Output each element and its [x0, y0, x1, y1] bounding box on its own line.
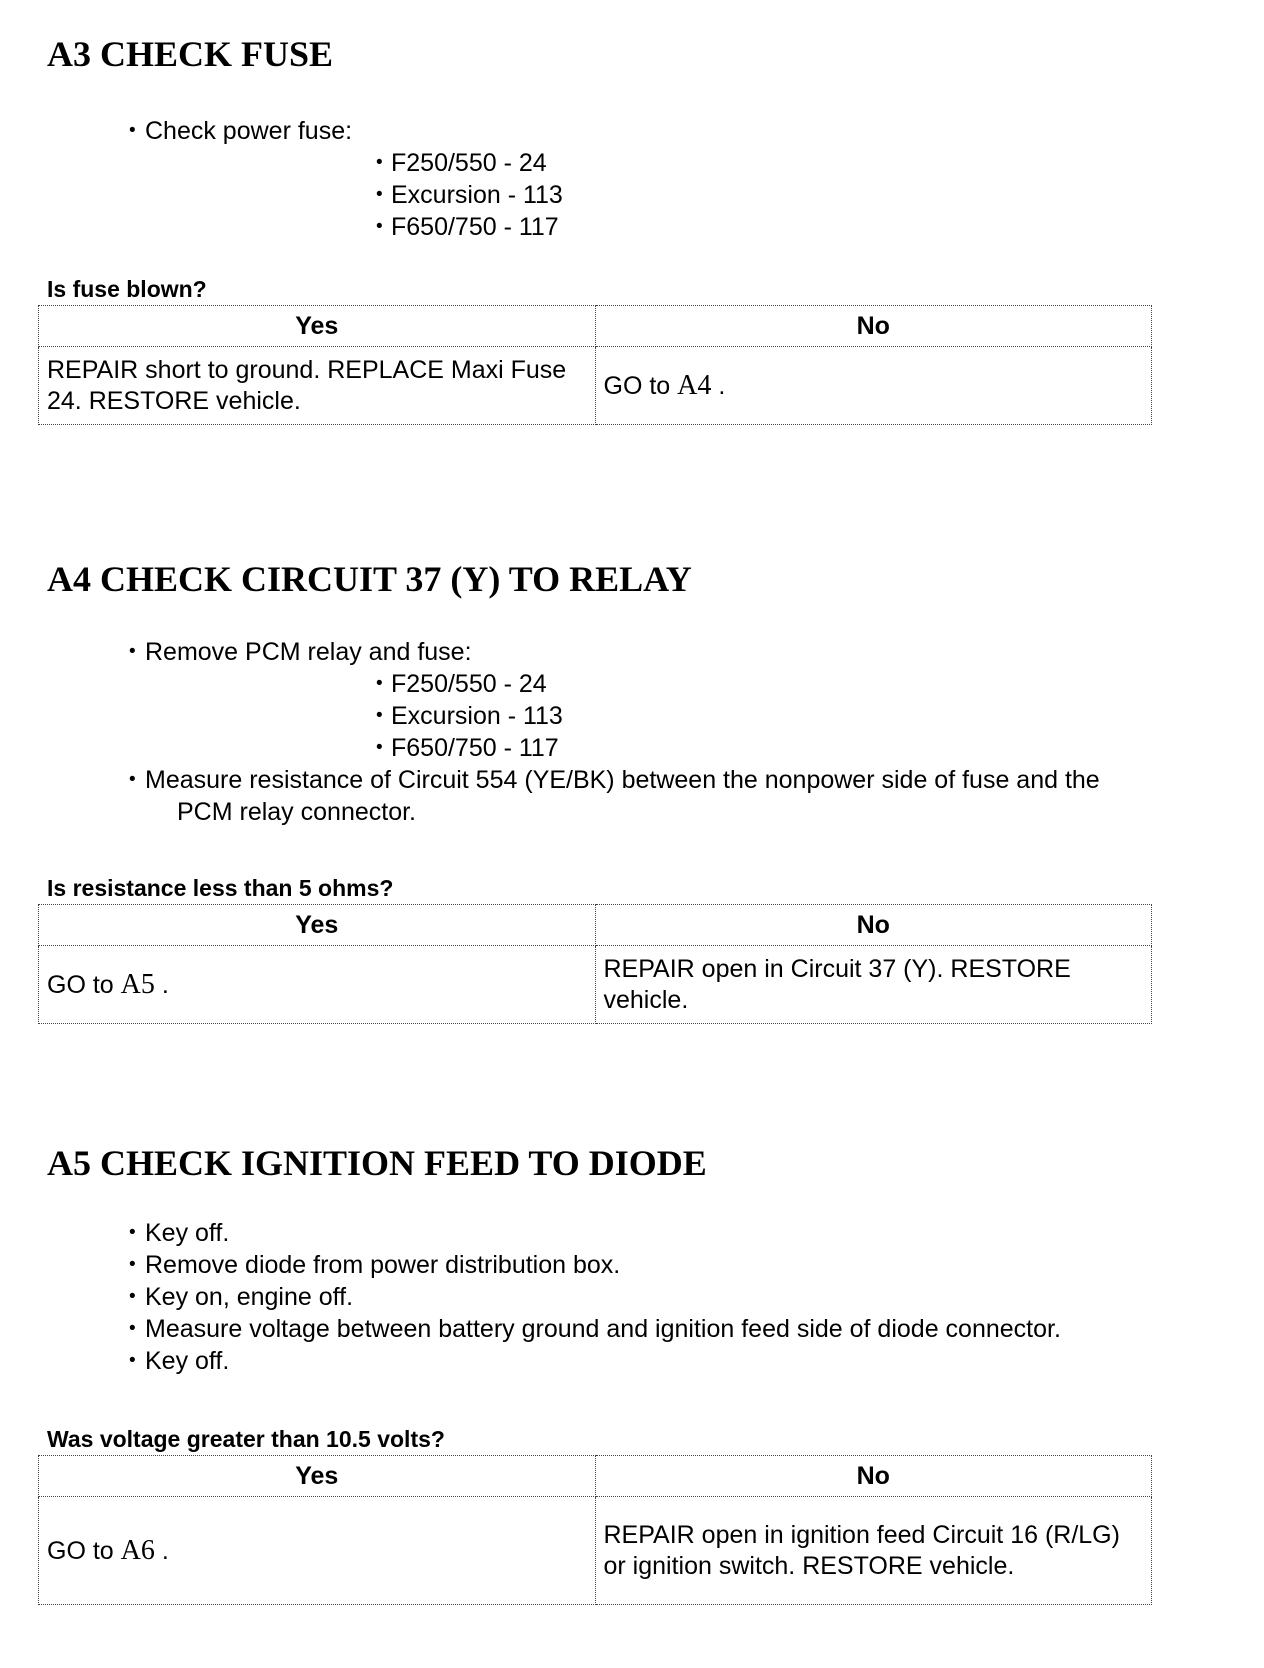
no-header: No	[595, 905, 1152, 946]
section-heading: A3 CHECK FUSE	[47, 34, 334, 74]
step-item: • Key off.	[0, 1345, 1061, 1377]
yes-cell: GO to A5 .	[39, 946, 596, 1024]
answer-table	[38, 1455, 1152, 1605]
substep-item: • F250/550 - 24	[145, 147, 563, 179]
substep-item: • F650/750 - 117	[145, 211, 563, 243]
step-link-a5[interactable]: A5	[120, 968, 155, 1000]
yes-header: Yes	[39, 1456, 596, 1497]
question: Is fuse blown?	[47, 276, 207, 302]
substep-item: • Excursion - 113	[145, 700, 1100, 732]
step-link-a6[interactable]: A6	[120, 1534, 155, 1566]
step-item: • Remove diode from power distribution box.	[0, 1249, 1061, 1281]
step-item	[0, 636, 1100, 764]
step-text-continued: PCM relay connector.	[177, 798, 416, 826]
question: Is resistance less than 5 ohms?	[47, 875, 394, 901]
step-list	[0, 115, 563, 243]
step-text: Check power fuse:	[145, 117, 353, 145]
step-list	[0, 1217, 1061, 1377]
no-cell: GO to A4 .	[595, 347, 1152, 425]
step-item: • Measure voltage between battery ground and ignition feed side of diode connector.	[0, 1313, 1061, 1345]
step-text: Measure resistance of Circuit 554 (YE/BK) between the nonpower side of fuse and the	[145, 766, 1100, 794]
step-item	[0, 764, 1100, 828]
substep-item: • F250/550 - 24	[145, 668, 1100, 700]
section-heading: A4 CHECK CIRCUIT 37 (Y) TO RELAY	[47, 559, 692, 599]
substep-list	[145, 147, 563, 243]
step-link-a4[interactable]: A4	[677, 369, 712, 401]
answer-table	[38, 904, 1152, 1024]
step-item: • Key on, engine off.	[0, 1281, 1061, 1313]
question: Was voltage greater than 10.5 volts?	[47, 1426, 445, 1452]
step-item: • Key off.	[0, 1217, 1061, 1249]
no-header: No	[595, 306, 1152, 347]
section-heading: A5 CHECK IGNITION FEED TO DIODE	[47, 1143, 707, 1183]
yes-header: Yes	[39, 905, 596, 946]
substep-item: • F650/750 - 117	[145, 732, 1100, 764]
answer-table	[38, 305, 1152, 425]
yes-cell: REPAIR short to ground. REPLACE Maxi Fuse 24. RESTORE vehicle.	[39, 347, 596, 425]
step-item	[0, 115, 563, 243]
yes-header: Yes	[39, 306, 596, 347]
yes-cell: GO to A6 .	[39, 1497, 596, 1605]
substep-list	[145, 668, 1100, 764]
substep-item: • Excursion - 113	[145, 179, 563, 211]
no-header: No	[595, 1456, 1152, 1497]
step-text: Remove PCM relay and fuse:	[145, 638, 472, 666]
no-cell: REPAIR open in Circuit 37 (Y). RESTORE vehicle.	[595, 946, 1152, 1024]
step-list	[0, 636, 1100, 828]
no-cell: REPAIR open in ignition feed Circuit 16 (R/LG) or ignition switch. RESTORE vehicle.	[595, 1497, 1152, 1605]
